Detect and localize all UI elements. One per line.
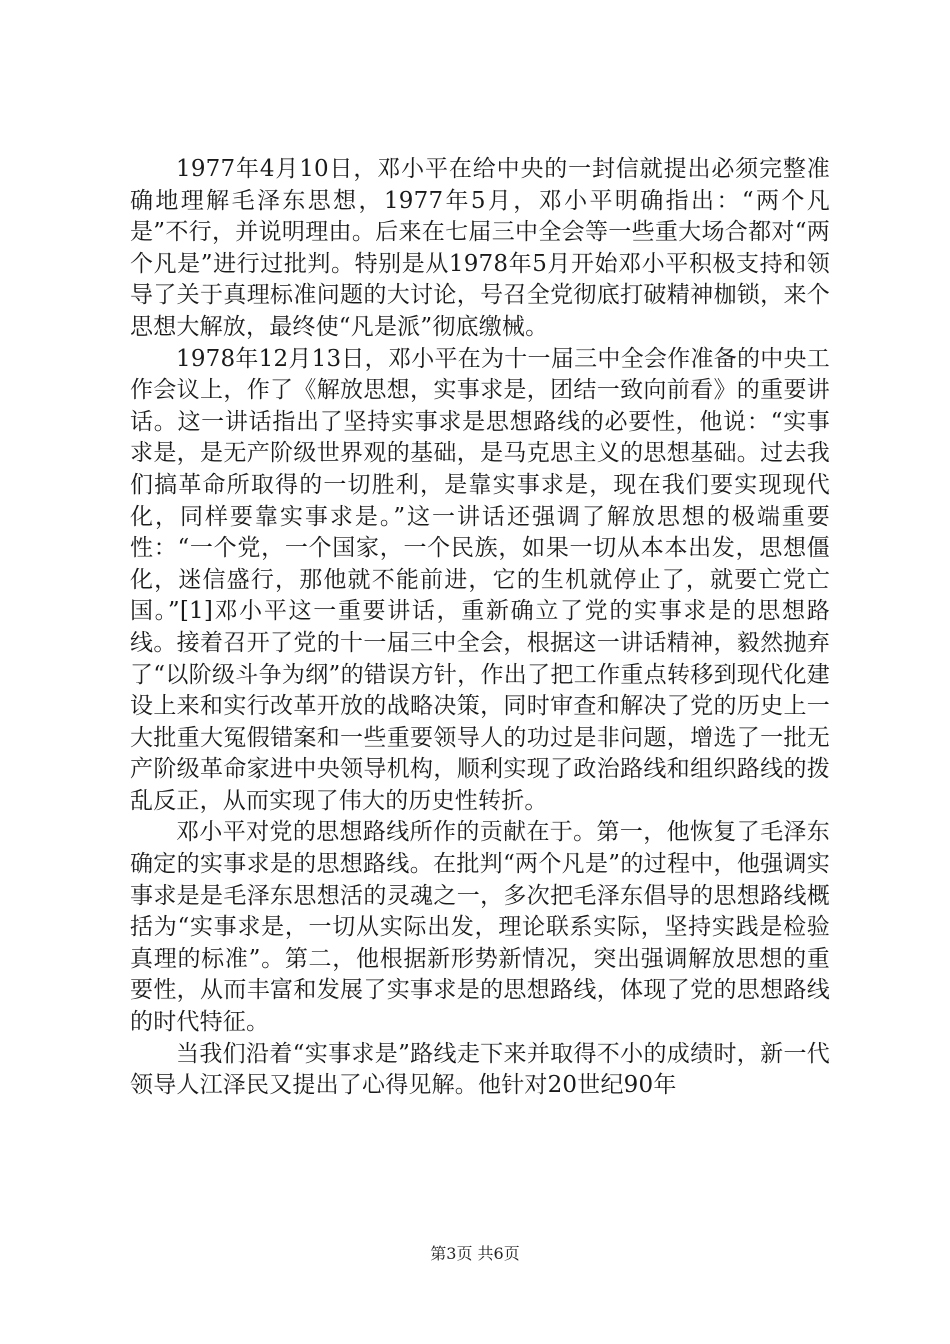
paragraph-4: 当我们沿着“实事求是”路线走下来并取得不小的成绩时，新一代领导人江泽民又提出了心得见解。他针对20世纪90年 [130, 1040, 830, 1099]
body-text [130, 154, 830, 1102]
paragraph-1: 1977年4月10日，邓小平在给中央的一封信就提出必须完整准确地理解毛泽东思想，1977年5月，邓小平明确指出：“两个凡是”不行，并说明理由。后来在七届三中全会等一些重大场合都对“两个凡是”进行过批判。特别是从1978年5月开始邓小平积极支持和领导了关于真理标准问题的大讨论，号召全党彻底打破精神枷锁，来个思想大解放，最终使“凡是派”彻底缴械。 [130, 156, 830, 340]
paragraph-2: 1978年12月13日，邓小平在为十一届三中全会作准备的中央工作会议上，作了《解放思想，实事求是，团结一致向前看》的重要讲话。这一讲话指出了坚持实事求是思想路线的必要性，他说：“实事求是，是无产阶级世界观的基础，是马克思主义的思想基础。过去我们搞革命所取得的一切胜利，是靠实事求是，现在我们要实现现代化，同样要靠实事求是。”这一讲话还强调了解放思想的极端重要性：“一个党，一个国家，一个民族，如果一切从本本出发，思想僵化，迷信盛行，那他就不能前进，它的生机就停止了，就要亡党亡国。”[1]邓小平这一重要讲话，重新确立了党的实事求是的思想路线。接着召开了党的十一届三中全会，根据这一讲话精神，毅然抛弃了“以阶级斗争为纲”的错误方针，作出了把工作重点转移到现代化建设上来和实行改革开放的战略决策，同时审查和解决了党的历史上一大批重大冤假错案和一些重要领导人的功过是非问题，增选了一批无产阶级革命家进中央领导机构，顺利实现了政治路线和组织路线的拨乱反正，从而实现了伟大的历史性转折。 [130, 345, 830, 814]
page-footer: 第3页 共6页 [430, 1244, 520, 1263]
paragraph-3: 邓小平对党的思想路线所作的贡献在于。第一，他恢复了毛泽东确定的实事求是的思想路线。在批判“两个凡是”的过程中，他强调实事求是是毛泽东思想活的灵魂之一，多次把毛泽东倡导的思想路线概括为“实事求是，一切从实际出发，理论联系实际，坚持实践是检验真理的标准”。第二，他根据新形势新情况，突出强调解放思想的重要性，从而丰富和发展了实事求是的思想路线，体现了党的思想路线的时代特征。 [130, 819, 830, 1036]
